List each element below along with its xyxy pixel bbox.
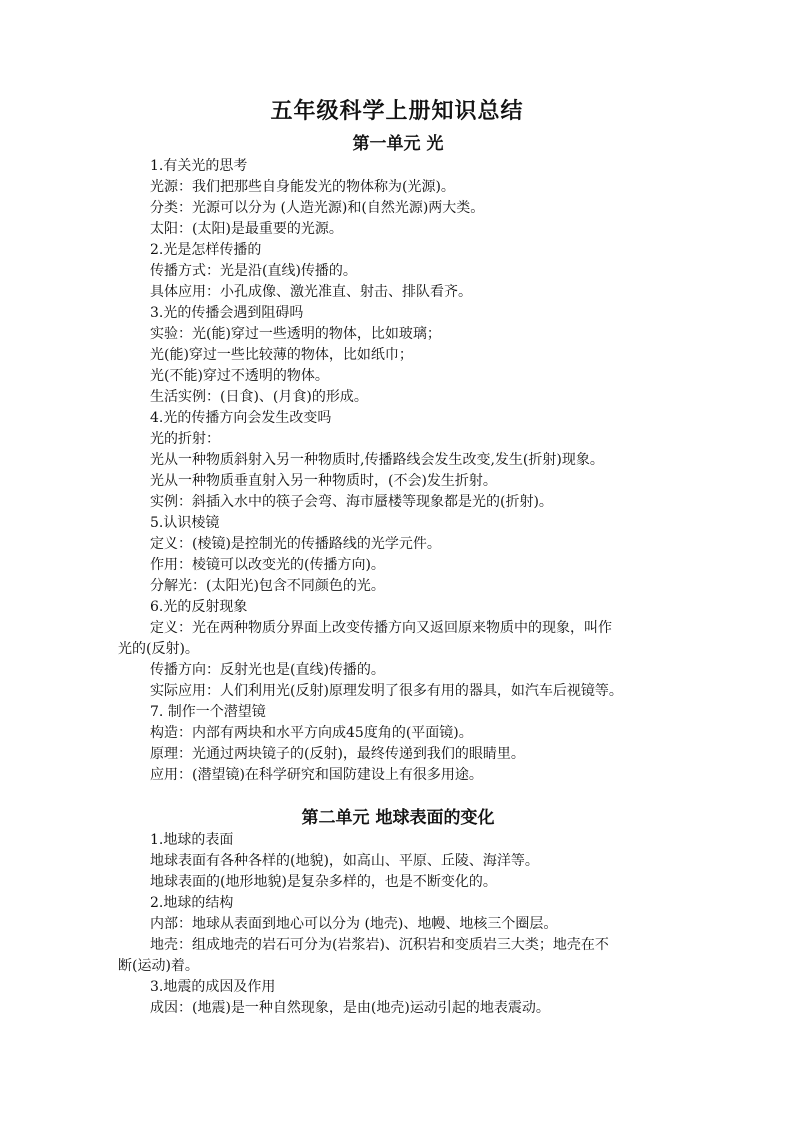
text-line: 实验：光(能)穿过一些透明的物体，比如玻璃； bbox=[150, 326, 441, 342]
text-line: 内部：地球从表面到地心可以分为 (地壳)、地幔、地核三个圈层。 bbox=[150, 916, 558, 932]
text-line: 光从一种物质垂直射入另一种物质时，(不会)发生折射。 bbox=[150, 473, 497, 489]
text-line-continuation: 光的(反射)。 bbox=[118, 641, 199, 657]
text-line: 作用：棱镜可以改变光的(传播方向)。 bbox=[150, 557, 385, 573]
text-line: 地壳：组成地壳的岩石可分为(岩浆岩)、沉积岩和变质岩三大类；地壳在不 bbox=[150, 937, 609, 953]
text-line: 太阳：(太阳)是最重要的光源。 bbox=[150, 221, 343, 237]
text-line: 具体应用：小孔成像、激光准直、射击、排队看齐。 bbox=[150, 284, 472, 300]
document-body bbox=[118, 132, 678, 1019]
text-line-continuation: 断(运动)着。 bbox=[118, 958, 199, 974]
text-line: 实际应用：人们利用光(反射)原理发明了很多有用的器具，如汽车后视镜等。 bbox=[150, 683, 623, 699]
section-heading: 1.有关光的思考 bbox=[150, 158, 248, 174]
text-line: 地球表面有各种各样的(地貌)，如高山、平原、丘陵、海洋等。 bbox=[150, 853, 539, 869]
text-line: 构造：内部有两块和水平方向成45度角的(平面镜)。 bbox=[150, 725, 473, 741]
text-line: 定义：(棱镜)是控制光的传播路线的光学元件。 bbox=[150, 536, 441, 552]
section-heading: 5.认识棱镜 bbox=[150, 515, 220, 531]
text-line: 定义：光在两种物质分界面上改变传播方向又返回原来物质中的现象，叫作 bbox=[150, 620, 612, 636]
unit2-content bbox=[118, 830, 678, 1019]
text-line: 分解光：(太阳光)包含不同颜色的光。 bbox=[150, 578, 385, 594]
unit1-heading: 第一单元 光 bbox=[352, 134, 444, 154]
section-heading: 3.光的传播会遇到阻碍吗 bbox=[150, 305, 304, 321]
section-heading: 7. 制作一个潜望镜 bbox=[150, 704, 266, 720]
text-line: 光(能)穿过一些比较薄的物体，比如纸巾； bbox=[150, 347, 413, 363]
text-line: 传播方向：反射光也是(直线)传播的。 bbox=[150, 662, 385, 678]
section-heading: 2.光是怎样传播的 bbox=[150, 242, 262, 258]
section-heading: 3.地震的成因及作用 bbox=[150, 979, 276, 995]
section-gap bbox=[118, 786, 678, 806]
text-line: 传播方式：光是沿(直线)传播的。 bbox=[150, 263, 357, 279]
text-line: 应用：(潜望镜)在科学研究和国防建设上有很多用途。 bbox=[150, 767, 483, 783]
text-line: 实例：斜插入水中的筷子会弯、海市蜃楼等现象都是光的(折射)。 bbox=[150, 494, 553, 510]
section-heading: 2.地球的结构 bbox=[150, 895, 234, 911]
text-line: 光源：我们把那些自身能发光的物体称为(光源)。 bbox=[150, 179, 455, 195]
unit1-content bbox=[118, 156, 678, 786]
text-line: 成因：(地震)是一种自然现象，是由(地壳)运动引起的地表震动。 bbox=[150, 1000, 550, 1016]
section-heading: 4.光的传播方向会发生改变吗 bbox=[150, 410, 332, 426]
text-line: 光从一种物质斜射入另一种物质时,传播路线会发生改变,发生(折射)现象。 bbox=[150, 452, 604, 468]
unit2-heading: 第二单元 地球表面的变化 bbox=[301, 808, 495, 828]
text-line: 光的折射： bbox=[150, 431, 220, 447]
section-heading: 6.光的反射现象 bbox=[150, 599, 248, 615]
text-line: 光(不能)穿过不透明的物体。 bbox=[150, 368, 329, 384]
document-title: 五年级科学上册知识总结 bbox=[270, 98, 524, 124]
text-line: 生活实例：(日食)、(月食)的形成。 bbox=[150, 389, 368, 405]
text-line: 原理：光通过两块镜子的(反射)，最终传递到我们的眼睛里。 bbox=[150, 746, 525, 762]
section-heading: 1.地球的表面 bbox=[150, 832, 234, 848]
text-line: 分类：光源可以分为 (人造光源)和(自然光源)两大类。 bbox=[150, 200, 485, 216]
text-line: 地球表面的(地形地貌)是复杂多样的，也是不断变化的。 bbox=[150, 874, 497, 890]
